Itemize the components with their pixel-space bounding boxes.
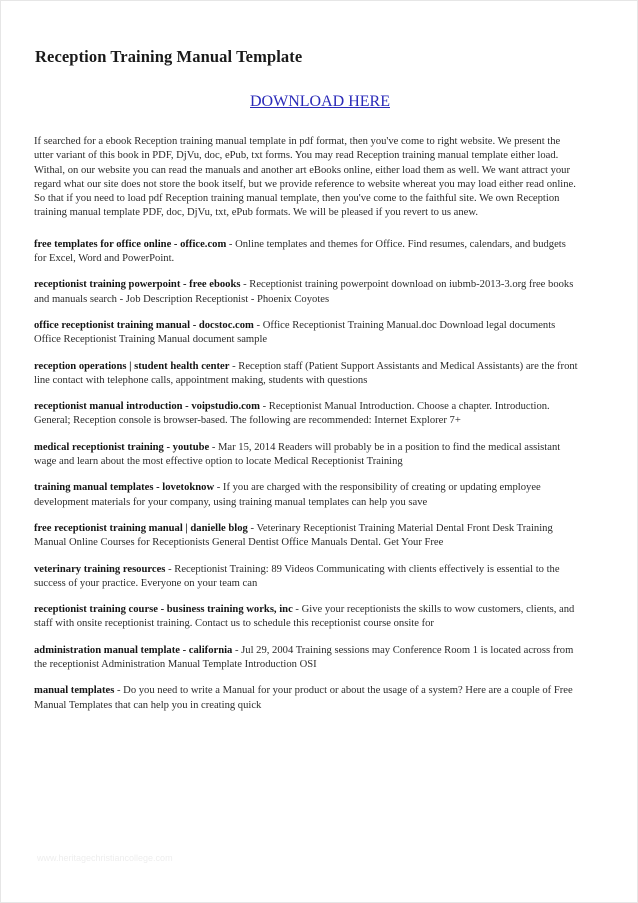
entry-title: administration manual template - california	[34, 644, 233, 656]
entry-item	[34, 684, 579, 713]
entry-list	[34, 238, 579, 713]
entry-description: - Office Receptionist Training Manual.doc Download legal documents Office Receptionist Training Manual document sample	[34, 319, 556, 346]
intro-paragraph: If searched for a ebook Reception training manual template in pdf format, then you've come to right website. We present the utter variant of this book in PDF, DjVu, doc, ePub, txt forms. You may read Reception training manual template either load. Withal, on our website you can read the manuals and another art eBooks online, either load them as well. We want attract your regard what our site does not store the book itself, but we provide reference to website whereat you may load either read online. So that if you need to load pdf Reception training manual template, then you've come to the faithful site. We own Reception training manual template PDF, doc, DjVu, txt, ePub formats. We will be pleased if you revert to us anew.	[34, 136, 576, 219]
entry-item	[34, 563, 579, 592]
entry-title: reception operations | student health center	[34, 360, 230, 372]
entry-item	[34, 238, 579, 267]
entry-item	[34, 400, 579, 429]
entry-description: - Do you need to write a Manual for your product or about the usage of a system? Here are a couple of Free Manual Templates that can help you in creating quick	[34, 685, 573, 711]
entry-item	[34, 319, 579, 348]
entry-description: - Receptionist Training: 89 Videos Communicating with clients effectively is essential to the success of your practice. Everyone on your team can	[34, 563, 560, 589]
entry-item	[34, 644, 579, 673]
entry-description: - Receptionist Manual Introduction. Choose a chapter. Introduction. General; Reception console is browser-based. The following are recommended: Internet Explorer 7+	[34, 401, 550, 427]
entry-description: - Veterinary Receptionist Training Material Dental Front Desk Training Manual Online Courses for Receptionists General Dentist Office Manuals Dental. Get Your Free	[34, 522, 553, 549]
page-title: Reception Training Manual Template	[35, 47, 303, 66]
entry-title: manual templates	[34, 685, 115, 697]
download-section	[1, 93, 638, 111]
entry-title: receptionist training powerpoint - free ebooks	[34, 279, 241, 291]
entry-description: - Reception staff (Patient Support Assistants and Medical Assistants) are the front line contact with telephone calls, appointment making, students with questions	[34, 360, 578, 386]
entry-item	[34, 441, 579, 470]
entry-title: receptionist training course - business training works, inc	[34, 604, 293, 616]
entry-item	[34, 360, 579, 389]
entry-item	[34, 522, 579, 551]
entry-description: - Online templates and themes for Office. Find resumes, calendars, and budgets for Excel, Word and PowerPoint.	[34, 238, 566, 265]
entry-title: free receptionist training manual | danielle blog	[34, 522, 248, 534]
document-body	[34, 135, 579, 725]
watermark-text: www.heritagechristiancollege.com	[37, 853, 173, 863]
download-link[interactable]: DOWNLOAD HERE	[250, 93, 390, 110]
entry-description: - Receptionist training powerpoint download on iubmb-2013-3.org free books and manuals search - Job Description Receptionist - Phoenix Coyotes	[34, 279, 574, 305]
entry-title: free templates for office online - office.com	[34, 238, 227, 250]
entry-description: - Jul 29, 2004 Training sessions may Conference Room 1 is located across from the receptionist Administration Manual Template Introduction OSI	[34, 644, 574, 671]
entry-description: - Give your receptionists the skills to wow customers, clients, and staff with onsite receptionist training. Contact us to schedule this receptionist course onsite for	[34, 604, 575, 630]
entry-title: medical receptionist training - youtube	[34, 441, 210, 453]
entry-item	[34, 278, 579, 307]
entry-item	[34, 481, 579, 510]
entry-description: - Mar 15, 2014 Readers will probably be in a position to find the medical assistant wage and learn about the most effective option to locate Medical Receptionist Training	[34, 441, 561, 468]
entry-item	[34, 603, 579, 632]
entry-title: receptionist manual introduction - voipstudio.com	[34, 401, 260, 413]
entry-description: - If you are charged with the responsibility of creating or updating employee development materials for your company, using training manual templates can help you save	[34, 482, 541, 508]
entry-title: veterinary training resources	[34, 563, 166, 575]
entry-title: office receptionist training manual - docstoc.com	[34, 319, 254, 331]
entry-title: training manual templates - lovetoknow	[34, 482, 215, 494]
